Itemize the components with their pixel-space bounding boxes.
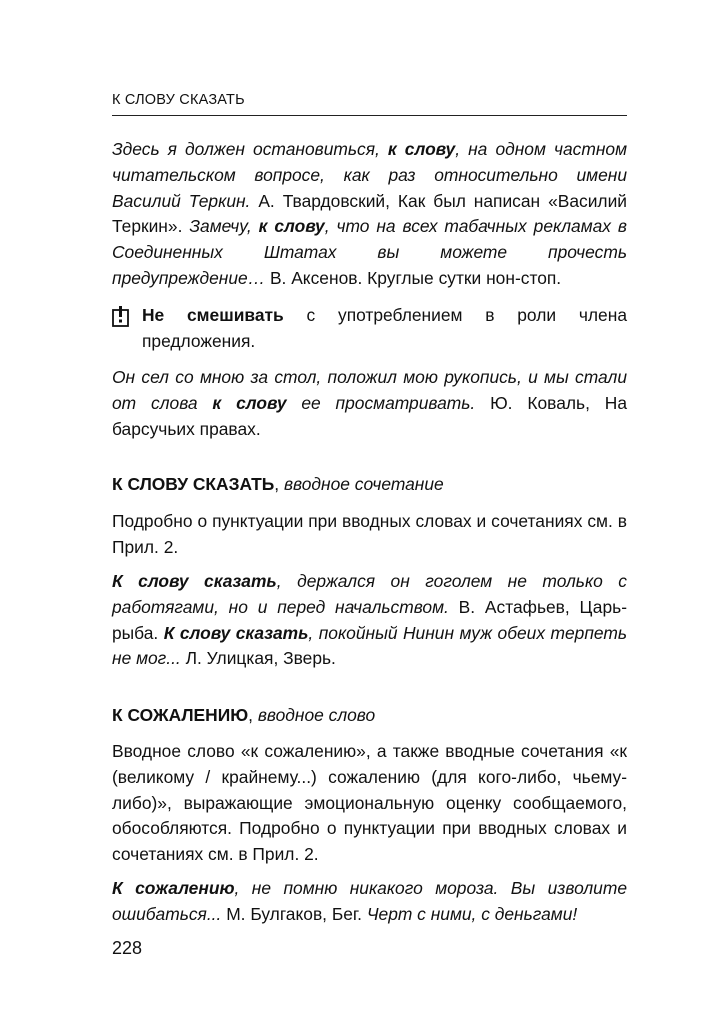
entry-heading-2 <box>112 702 627 728</box>
entry-label: вводное сочетание <box>283 474 444 494</box>
quote-text: , на одном частном читательском вопросе, как раз относительно имени Василий Теркин. <box>112 139 627 211</box>
citation: В. Астафьев, Царь-рыба. <box>112 596 627 643</box>
entry1-description: Подробно о пунктуации при вводных словах и сочетаниях см. в Прил. 2. <box>112 511 627 557</box>
page-number: 228 <box>112 938 143 958</box>
quote-text: Он сел со мною за стол, положил мою рукопись, и мы стали от слова <box>112 367 627 413</box>
usage-note <box>112 303 627 355</box>
citation: М. Булгаков, Бег. <box>221 903 367 924</box>
quote-text: , покойный Нинин муж обеих терпеть не мог... <box>112 622 627 669</box>
separator: , <box>248 705 258 725</box>
quote-text: Здесь я должен остановиться, <box>112 139 388 159</box>
note-bold: Не смешивать <box>142 305 284 325</box>
header-rule <box>112 115 627 116</box>
quote-text: , что на всех табачных рекламах в Соединенных Штатах вы можете прочесть предупреждение… <box>112 216 627 288</box>
quote-text: ее просматривать. <box>286 392 476 413</box>
quote-text: Черт с ними, с деньгами! <box>366 903 578 924</box>
running-header: К СЛОВУ СКАЗАТЬ <box>112 92 245 108</box>
citation: А. Твардовский, Как был написан «Василий Теркин». <box>112 190 628 237</box>
keyword: К слову сказать <box>112 571 277 591</box>
quote-text: , не помню никакого мороза. Вы изволите ошибаться... <box>112 878 627 924</box>
entry2-examples <box>112 876 627 928</box>
citation: Л. Улицкая, Зверь. <box>180 648 336 669</box>
example-paragraph-2 <box>112 365 627 442</box>
separator: , <box>274 474 284 494</box>
note-text: с употреблением в роли члена предложения. <box>142 305 627 351</box>
keyword: к слову <box>212 392 287 413</box>
headword: К СОЖАЛЕНИЮ <box>112 705 249 725</box>
citation: В. Аксенов. Круглые сутки нон-стоп. <box>265 267 562 288</box>
keyword: к слову <box>387 139 456 159</box>
keyword: К сожалению <box>112 878 235 898</box>
entry-heading-1 <box>112 471 627 497</box>
entry-label: вводное слово <box>257 705 376 725</box>
quote-text: Замечу, <box>189 216 259 237</box>
keyword: К слову сказать <box>163 622 309 643</box>
quote-text: , держался он гоголем не только с работягами, но и перед начальством. <box>112 571 627 617</box>
keyword: к слову <box>258 216 325 237</box>
warning-exclamation-icon <box>112 306 129 327</box>
headword: К СЛОВУ СКАЗАТЬ <box>112 474 275 494</box>
entry2-description: Вводное слово «к сожалению», а также вводные сочетания «к (великому / крайнему...) сожалению (для кого-либо, чьему-либо)», выражающие эмоциональную оценку сообщаемого, обособляются. Подробно о пунктуации при вводных словах и сочетаниях см. в Прил. 2. <box>112 741 627 865</box>
citation: Ю. Коваль, На барсучьих правах. <box>112 392 627 439</box>
entry1-examples <box>112 569 627 672</box>
example-paragraph-1 <box>112 137 627 292</box>
